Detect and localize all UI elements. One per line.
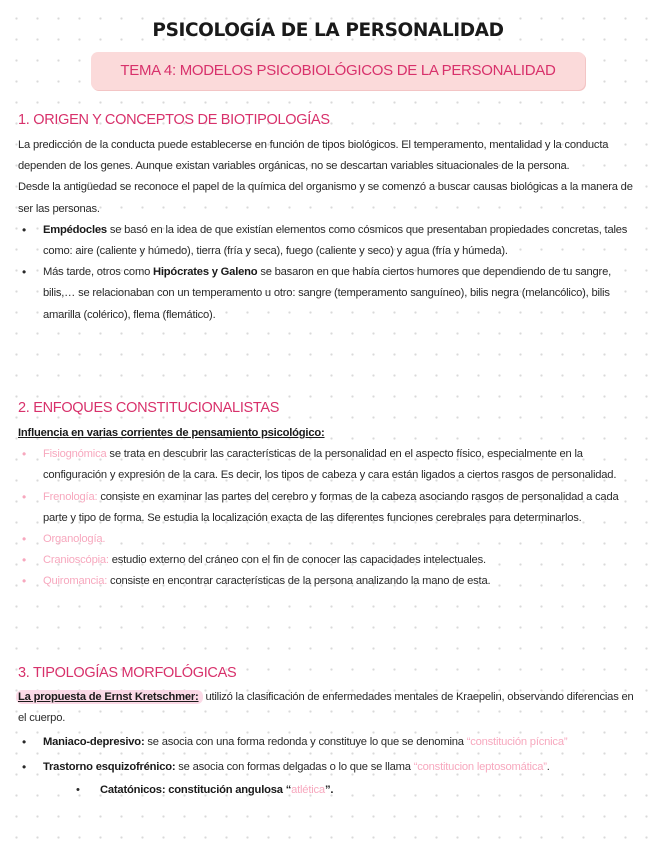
bullet-hipocrates-pre: Más tarde, otros como — [43, 266, 154, 279]
section-2-intro: Influencia en varias corrientes de pensamiento psicológico: — [18, 427, 325, 439]
bullet-maniaco-depresivo — [18, 732, 640, 753]
bullet-dot: • — [76, 783, 80, 796]
text-cranioscopia: estudio externo del cráneo con el fin de conocer las capacidades intelectuales. — [108, 554, 486, 567]
term-cranioscopia: Cranioscópia: — [43, 554, 109, 567]
section-1-paragraph-1: La predicción de la conducta puede establecerse en función de tipos biológicos. El temperamento, mentalidad y la conducta dependen de los genes. Aunque existan variables orgánicas, no se descartan variables situacionales de la persona. — [18, 139, 609, 173]
bullet-hipocrates-name: Hipócrates y Galeno — [153, 266, 258, 279]
esquizofrenico-end: . — [546, 760, 550, 773]
bullet-empedocles — [18, 220, 640, 262]
list-item-frenologia — [18, 487, 640, 529]
maniaco-depresivo-term: Maniaco-depresivo: — [43, 736, 145, 749]
bullet-dot: • — [22, 222, 27, 237]
bullet-dot: • — [22, 447, 27, 462]
bullet-dot: • — [22, 553, 27, 568]
esquizofrenico-term: Trastorno esquizofrénico: — [43, 760, 176, 773]
list-item-quiromancia — [18, 571, 640, 592]
term-fisiognomica: Fisiognómica — [43, 448, 107, 461]
bullet-hipocrates — [18, 262, 640, 326]
text-fisiognomica: se trata en descubrir las características de la personalidad en el aspecto físico, especialmente en la configuración y expresión de la cara. Es decir, los tipos de cabeza y cara están ligados a ciertos rasgos de personalidad. — [43, 448, 617, 482]
bullet-hipocrates-text: se basaron en que había ciertos humores que dependiendo de tu sangre, bilis,… se relacionaban con un temperamento u otro: sangre (temperamento sanguíneo), bilis negra (melancólico), bilis amarilla (colérico), flema (flemático). — [43, 266, 611, 321]
section-2-body — [18, 423, 640, 593]
constitucion-picnica: “constitución pícnica” — [466, 736, 568, 749]
section-3-body — [18, 687, 640, 801]
list-item-organologia — [18, 529, 640, 550]
section-1-heading: 1. ORIGEN Y CONCEPTOS DE BIOTIPOLOGÍAS — [18, 112, 330, 128]
bullet-dot: • — [22, 735, 27, 750]
section-1-body — [18, 135, 640, 326]
section-3-intro-text: utilizó la clasificación de enfermedades mentales de Kraepelin, observando diferencias en el cuerpo. — [18, 691, 634, 725]
constitucion-leptosomatica: “constitucion leptosomática” — [413, 760, 547, 773]
list-item-fisiognomica — [18, 444, 640, 486]
term-frenologia: Frenología: — [43, 490, 98, 503]
bullet-empedocles-name: Empédocles — [43, 223, 107, 236]
bullet-dot: • — [22, 574, 27, 589]
bullet-dot: • — [22, 532, 27, 547]
bullet-esquizofrenico — [18, 757, 640, 778]
page-title: PSICOLOGÍA DE LA PERSONALIDAD — [152, 20, 504, 41]
esquizofrenico-text: se asocia con formas delgadas o lo que se llama — [175, 760, 414, 773]
section-3 — [18, 665, 640, 681]
text-quiromancia: consiste en encontrar características de la persona analizando la mano de esta. — [107, 575, 491, 588]
maniaco-depresivo-text: se asocia con una forma redonda y constituye lo que se denomina — [144, 736, 467, 749]
subtitle-banner — [91, 52, 585, 90]
sub-bullet-catatonicos — [18, 780, 640, 801]
text-frenologia: consiste en examinar las partes del cerebro y formas de la cabeza asociando rasgos de personalidad a cada parte y tipo de forma. Se estudia la localización exacta de las diferentes funciones cerebrales para determinarlos. — [43, 490, 619, 524]
kretschmer-highlight: La propuesta de Ernst Kretschmer: — [16, 690, 203, 704]
term-organologia: Organología. — [43, 533, 106, 546]
bullet-dot: • — [22, 265, 27, 280]
bullet-empedocles-text: se basó en la idea de que existían elementos como cósmicos que presentaban propiedades concretas, tales como: aire (caliente y húmedo), tierra (fría y seca), fuego (caliente y seco) y agua (fría y húmeda). — [43, 223, 628, 258]
section-2-heading: 2. ENFOQUES CONSTITUCIONALISTAS — [18, 400, 280, 416]
bullet-dot: • — [22, 489, 27, 504]
section-1-paragraph-2: Desde la antigüedad se reconoce el papel de la química del organismo y se comenzó a buscar causas biológicas a la manera de ser las personas. — [18, 181, 633, 215]
catatonicos-term: Catatónicos: constitución angulosa “ — [100, 783, 292, 796]
section-3-intro — [18, 687, 640, 729]
list-item-cranioscopia — [18, 550, 640, 571]
section-1 — [18, 112, 640, 128]
term-quiromancia: Quiromancia: — [43, 575, 108, 588]
bullet-dot: • — [22, 759, 27, 774]
section-2 — [18, 400, 640, 416]
constitucion-atletica: atlética — [291, 783, 325, 796]
catatonicos-end: ”. — [324, 783, 334, 796]
subtitle-text: TEMA 4: MODELOS PSICOBIOLÓGICOS DE LA PERSONALIDAD — [120, 62, 556, 79]
section-3-heading: 3. TIPOLOGÍAS MORFOLÓGICAS — [18, 665, 237, 681]
